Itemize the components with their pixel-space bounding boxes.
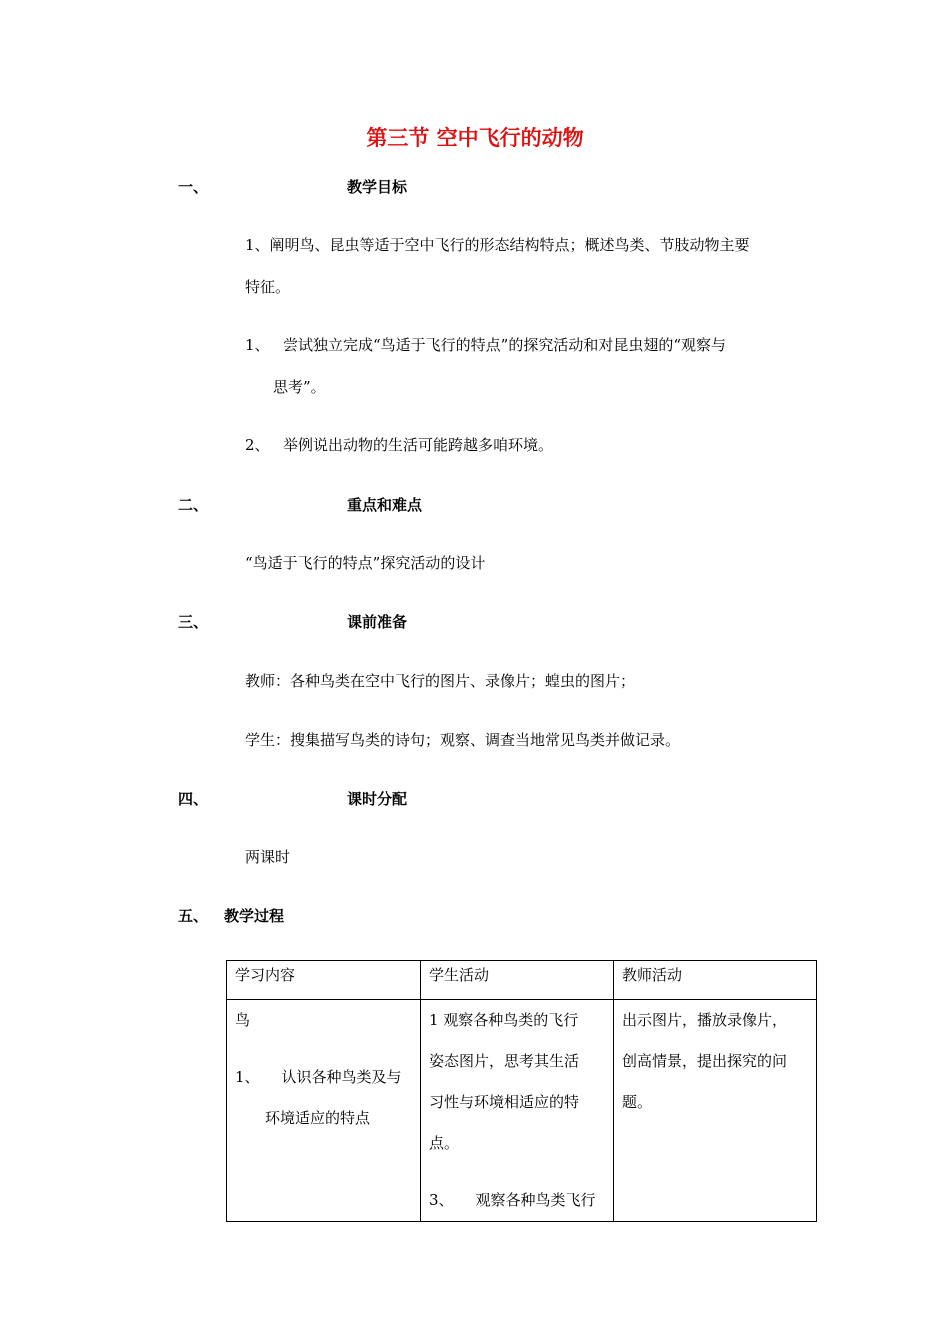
section-number: 三、	[178, 613, 209, 631]
cell-text: 题。	[622, 1093, 653, 1111]
preparation-text: 教师：各种鸟类在空中飞行的图片、录像片；蝗虫的图片；	[245, 672, 636, 690]
key-point-text: “鸟适于飞行的特点”探究活动的设计	[245, 554, 486, 572]
section-number: 二、	[178, 496, 209, 514]
section-heading: 教学目标	[347, 178, 408, 196]
cell-number: 1、	[235, 1068, 260, 1086]
table-row	[227, 1000, 817, 1222]
cell-line	[429, 1180, 605, 1221]
objective-number: 1、	[245, 336, 270, 354]
page-title: 第三节 空中飞行的动物	[366, 125, 584, 150]
objective-text: 举例说出动物的生活可能跨越多咱环境。	[283, 436, 554, 454]
objective-text: 特征。	[245, 278, 291, 296]
section-heading: 教学过程	[224, 907, 285, 925]
teaching-process-table	[226, 960, 817, 1222]
table-header-row	[227, 961, 817, 1000]
teacher-activity-cell	[614, 1000, 817, 1222]
objective-text: 尝试独立完成“鸟适于飞行的特点”的探究活动和对昆虫翅的“观察与	[283, 336, 727, 354]
cell-text: 环境适应的特点	[265, 1109, 371, 1127]
cell-text: 出示图片，播放录像片，	[622, 1011, 788, 1029]
cell-text: 姿态图片，思考其生活	[429, 1052, 580, 1070]
section-heading: 课时分配	[347, 790, 408, 808]
cell-text: 鸟	[235, 1011, 251, 1029]
objective-number: 2、	[245, 436, 270, 454]
header-cell: 学习内容	[227, 961, 421, 1000]
period-text: 两课时	[245, 848, 291, 866]
section-number: 一、	[178, 178, 209, 196]
section-heading: 重点和难点	[347, 496, 423, 514]
preparation-text: 学生：搜集描写鸟类的诗句；观察、调查当地常见鸟类并做记录。	[245, 731, 681, 749]
cell-text: 认识各种鸟类及与	[281, 1068, 402, 1086]
cell-text: 观察各种鸟类飞行	[475, 1191, 596, 1209]
objective-text: 思考”。	[273, 378, 326, 396]
header-cell: 教师活动	[614, 961, 817, 1000]
student-activity-cell	[421, 1000, 614, 1222]
section-number: 四、	[178, 790, 209, 808]
objective-text: 1、阐明鸟、昆虫等适于空中飞行的形态结构特点；概述鸟类、节肢动物主要	[245, 236, 750, 254]
content-cell	[227, 1000, 421, 1222]
cell-text: 创高情景，提出探究的问	[622, 1052, 788, 1070]
cell-text: 点。	[429, 1134, 460, 1152]
cell-text: 1 观察各种鸟类的飞行	[429, 1011, 579, 1029]
header-cell: 学生活动	[421, 961, 614, 1000]
cell-line	[235, 1057, 412, 1098]
cell-number: 3、	[429, 1191, 454, 1209]
section-heading: 课前准备	[347, 613, 408, 631]
cell-text: 习性与环境相适应的特	[429, 1093, 580, 1111]
section-number: 五、	[178, 907, 209, 925]
